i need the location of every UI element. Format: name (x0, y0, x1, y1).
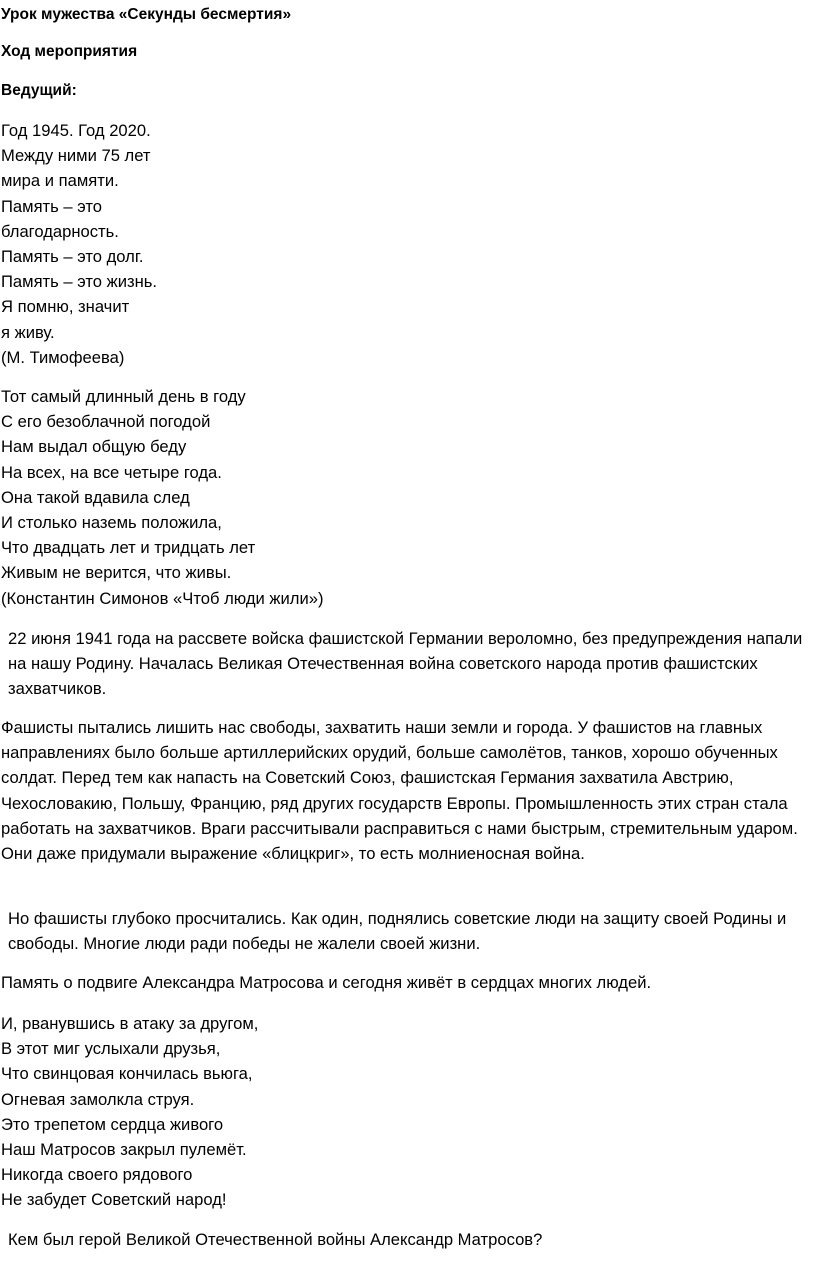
verse-line: Что свинцовая кончилась вьюга, (1, 1064, 253, 1084)
verse-line: И столько наземь положила, (1, 513, 222, 533)
verse-line: Я помню, значит (1, 297, 130, 317)
verse-line: Что двадцать лет и тридцать лет (1, 538, 256, 558)
verse-line: Год 1945. Год 2020. (1, 121, 151, 140)
verse-line: Живым не верится, что живы. (1, 563, 232, 583)
verse-line: Память – это долг. (1, 247, 144, 267)
paragraph-miscalculation: Но фашисты глубоко просчитались. Как один, поднялись советские люди на защиту своей Родины и свободы. Многие люди ради победы не жалели своей жизни. (8, 909, 787, 954)
verse-line: Никогда своего рядового (1, 1165, 193, 1185)
verse-line: Она такой вдавила след (1, 487, 190, 507)
verse-line: благодарность. (1, 221, 119, 241)
verse-line: Память – это (1, 196, 102, 216)
verse-line: На всех, на все четыре года. (1, 462, 222, 482)
verse-line: Это трепетом сердца живого (1, 1114, 224, 1134)
verse-simonov (1, 384, 323, 611)
verse-line: Не забудет Советский народ! (1, 1190, 227, 1210)
verse-line: Тот самый длинный день в году (1, 387, 246, 406)
verse-line: Огневая замолкла струя. (1, 1089, 195, 1109)
verse-timofeeva (1, 118, 157, 370)
course-heading: Ход мероприятия (1, 43, 138, 60)
verse-line: Между ними 75 лет (1, 146, 151, 166)
paragraph-fascist-plans: Фашисты пытались лишить нас свободы, захватить наши земли и города. У фашистов на главных направлениях было больше артиллерийских орудий, больше самолётов, танков, хорошо обученных солдат. Перед тем как напасть на Советский Союз, фашистская Германия захватила Австрию, Чехословакию, Польшу, Францию, ряд других государств Европы. Промышленность этих стран стала работать на захватчиков. Враги рассчитывали расправиться с нами быстрым, стремительным ударом. Они даже придумали выражение «блицкриг», то есть молниеносная война. (1, 718, 798, 864)
verse-line: мира и памяти. (1, 171, 119, 191)
paragraph-war-start: 22 июня 1941 года на рассвете войска фашистской Германии вероломно, без предупреждения напали на нашу Родину. Началась Великая Отечественная война советского народа против фашистских захватчиков. (8, 629, 803, 699)
verse-line: Наш Матросов закрыл пулемёт. (1, 1140, 247, 1160)
verse-line: В этот миг услыхали друзья, (1, 1039, 221, 1059)
verse-line: Память – это жизнь. (1, 272, 157, 292)
verse-attribution: (М. Тимофеева) (1, 347, 125, 367)
verse-line: Нам выдал общую беду (1, 437, 187, 457)
verse-matrosov (1, 1011, 258, 1213)
paragraph-matrosov-memory: Память о подвиге Александра Матросова и сегодня живёт в сердцах многих людей. (1, 973, 652, 992)
page-title: Урок мужества «Секунды бесмертия» (1, 6, 292, 23)
verse-line: И, рванувшись в атаку за другом, (1, 1014, 259, 1033)
verse-line: С его безоблачной погодой (1, 412, 211, 432)
verse-line: я живу. (1, 322, 55, 342)
question-text: Кем был герой Великой Отечественной войны Александр Матросов? (8, 1230, 543, 1249)
verse-attribution: (Константин Симонов «Чтоб люди жили») (1, 588, 324, 608)
speaker-label: Ведущий: (1, 82, 77, 99)
